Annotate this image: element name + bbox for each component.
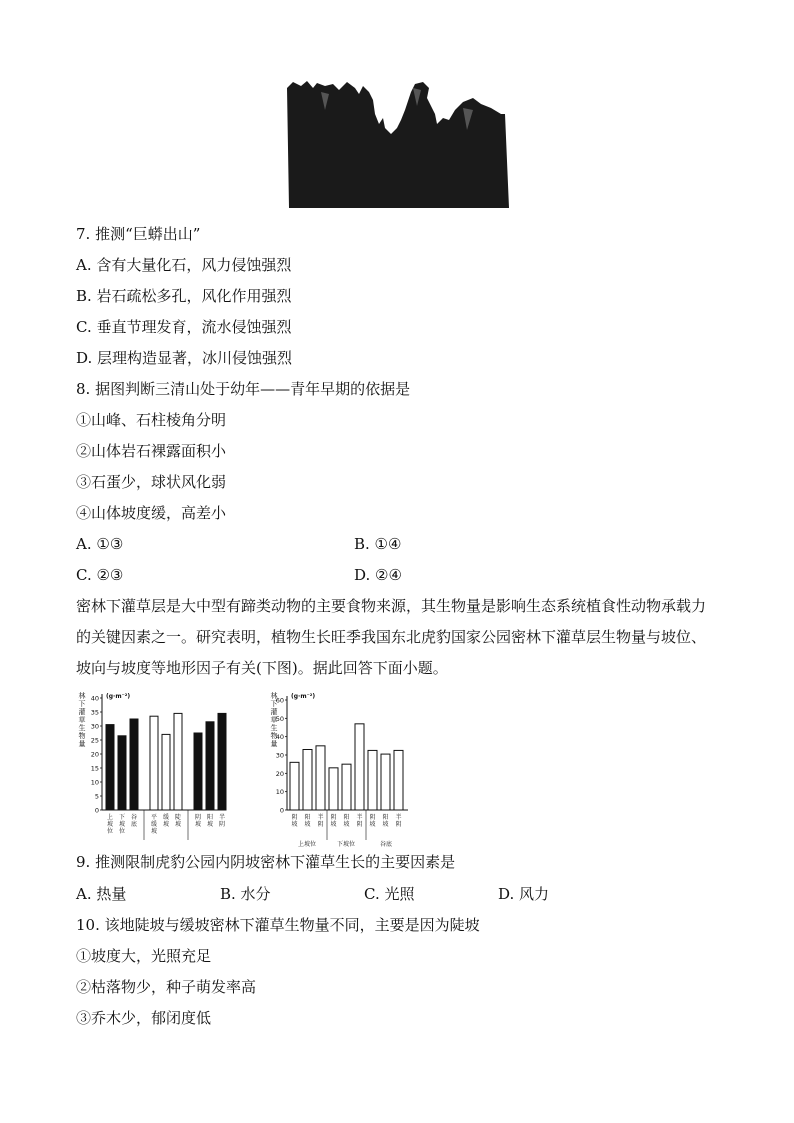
- q7-option-a: A. 含有大量化石，风力侵蚀强烈: [76, 256, 292, 274]
- q8-item-1: ①山峰、石柱棱角分明: [76, 411, 227, 429]
- group-label: 下坡位: [336, 841, 356, 848]
- bar-半阴: [218, 713, 226, 810]
- biomass-chart-slope-aspect: [268, 690, 418, 848]
- bar-阳坡: [303, 750, 312, 811]
- reading-passage: 密林下灌草层是大中型有蹄类动物的主要食物来源，其生物量是影响生态系统植食性动物承载力的关键因素之一。研究表明，植物生长旺季我国东北虎豹国家公园密林下灌草层生物量与坡位、坡向与坡度等地形因子有关(下图)。据此回答下面小题。: [76, 597, 707, 677]
- q7-stem: 7. 推测“巨蟒出山”: [76, 225, 201, 243]
- q8-option-a: A. ①③: [76, 535, 124, 553]
- x-tick-label: 阳坡: [304, 814, 311, 828]
- bar-阳坡: [381, 754, 390, 810]
- x-tick-label: 阳坡: [382, 814, 389, 828]
- group-label: 谷底: [379, 841, 393, 848]
- x-tick-label: 上坡位: [106, 814, 114, 835]
- mountain-photo: [287, 80, 509, 208]
- q10-item-1: ①坡度大，光照充足: [76, 947, 212, 965]
- x-tick-label: 半阴: [356, 814, 363, 828]
- q10-item-2: ②枯落物少，种子萌发率高: [76, 978, 257, 996]
- x-tick-label: 半阴: [218, 814, 226, 828]
- y-tick-label: 5: [94, 792, 99, 801]
- y-tick-label: 20: [275, 769, 284, 778]
- x-tick-label: 阴坡: [291, 814, 298, 828]
- q8-item-2: ②山体岩石裸露面积小: [76, 442, 227, 460]
- x-tick-label: 平缓坡: [150, 814, 158, 835]
- bar-阴坡: [329, 768, 338, 810]
- q8-stem: 8. 据图判断三清山处于幼年——青年早期的依据是: [76, 380, 411, 398]
- x-tick-label: 阳坡: [343, 814, 350, 828]
- q10-stem: 10. 该地陡坡与缓坡密林下灌草生物量不同，主要是因为陡坡: [76, 916, 480, 934]
- q8-option-c: C. ②③: [76, 566, 124, 584]
- q9-option-c: C. 光照: [364, 885, 415, 903]
- y-tick-label: 50: [275, 714, 284, 723]
- y-axis-label: 林下灌草生物量: [78, 692, 86, 748]
- x-tick-label: 阴坡: [330, 814, 337, 828]
- y-tick-label: 15: [90, 764, 99, 773]
- bar-阴坡: [194, 733, 202, 810]
- bar-平缓坡: [150, 716, 158, 810]
- bar-缓坡: [162, 734, 170, 810]
- q8-item-4: ④山体坡度缓，高差小: [76, 504, 227, 522]
- x-tick-label: 谷底: [130, 814, 138, 828]
- y-tick-label: 30: [275, 751, 284, 760]
- bar-半阴: [316, 746, 325, 810]
- y-tick-label: 10: [275, 788, 284, 797]
- y-tick-label: 35: [90, 708, 99, 717]
- bar-阳坡: [342, 764, 351, 810]
- y-tick-label: 40: [275, 733, 284, 742]
- x-tick-label: 下坡位: [118, 814, 126, 835]
- bar-上坡位: [106, 725, 114, 810]
- y-tick-label: 20: [90, 750, 99, 759]
- q7-option-c: C. 垂直节理发育，流水侵蚀强烈: [76, 318, 292, 336]
- q7-option-b: B. 岩石疏松多孔，风化作用强烈: [76, 287, 292, 305]
- q8-option-d: D. ②④: [354, 566, 402, 584]
- unit-label: (g·m⁻²): [291, 693, 316, 700]
- x-tick-label: 陡坡: [174, 814, 182, 828]
- y-tick-label: 0: [94, 806, 99, 815]
- y-tick-label: 40: [90, 694, 99, 703]
- q10-item-3: ③乔木少，郁闭度低: [76, 1009, 212, 1027]
- x-tick-label: 阴坡: [194, 814, 202, 828]
- q9-stem: 9. 推测限制虎豹公园内阴坡密林下灌草生长的主要因素是: [76, 853, 456, 871]
- bar-谷底: [130, 719, 138, 810]
- q8-option-b: B. ①④: [354, 535, 402, 553]
- bar-阴坡: [290, 762, 299, 810]
- bar-阴坡: [368, 750, 377, 810]
- y-axis-label: 林下灌草生物量: [270, 692, 278, 748]
- x-tick-label: 缓坡: [162, 814, 170, 828]
- x-tick-label: 半阴: [317, 814, 324, 828]
- q8-item-3: ③石蛋少，球状风化弱: [76, 473, 227, 491]
- bar-半阴: [394, 750, 403, 810]
- bar-陡坡: [174, 713, 182, 810]
- bar-半阴: [355, 724, 364, 810]
- y-tick-label: 10: [90, 778, 99, 787]
- y-tick-label: 30: [90, 722, 99, 731]
- bar-阳坡: [206, 722, 214, 810]
- x-tick-label: 半阴: [395, 814, 402, 828]
- q7-option-d: D. 层理构造显著，冰川侵蚀强烈: [76, 349, 293, 367]
- y-tick-label: 25: [90, 736, 99, 745]
- bar-下坡位: [118, 736, 126, 810]
- q9-option-a: A. 热量: [76, 885, 127, 903]
- y-tick-label: 60: [275, 696, 284, 705]
- q9-option-b: B. 水分: [220, 885, 271, 903]
- x-tick-label: 阳坡: [206, 814, 214, 828]
- y-tick-label: 0: [279, 806, 284, 815]
- biomass-chart-terrain: [76, 690, 246, 840]
- unit-label: (g·m⁻²): [106, 693, 131, 700]
- q9-option-d: D. 风力: [498, 885, 550, 903]
- group-label: 上坡位: [297, 841, 317, 848]
- x-tick-label: 阴坡: [369, 814, 376, 828]
